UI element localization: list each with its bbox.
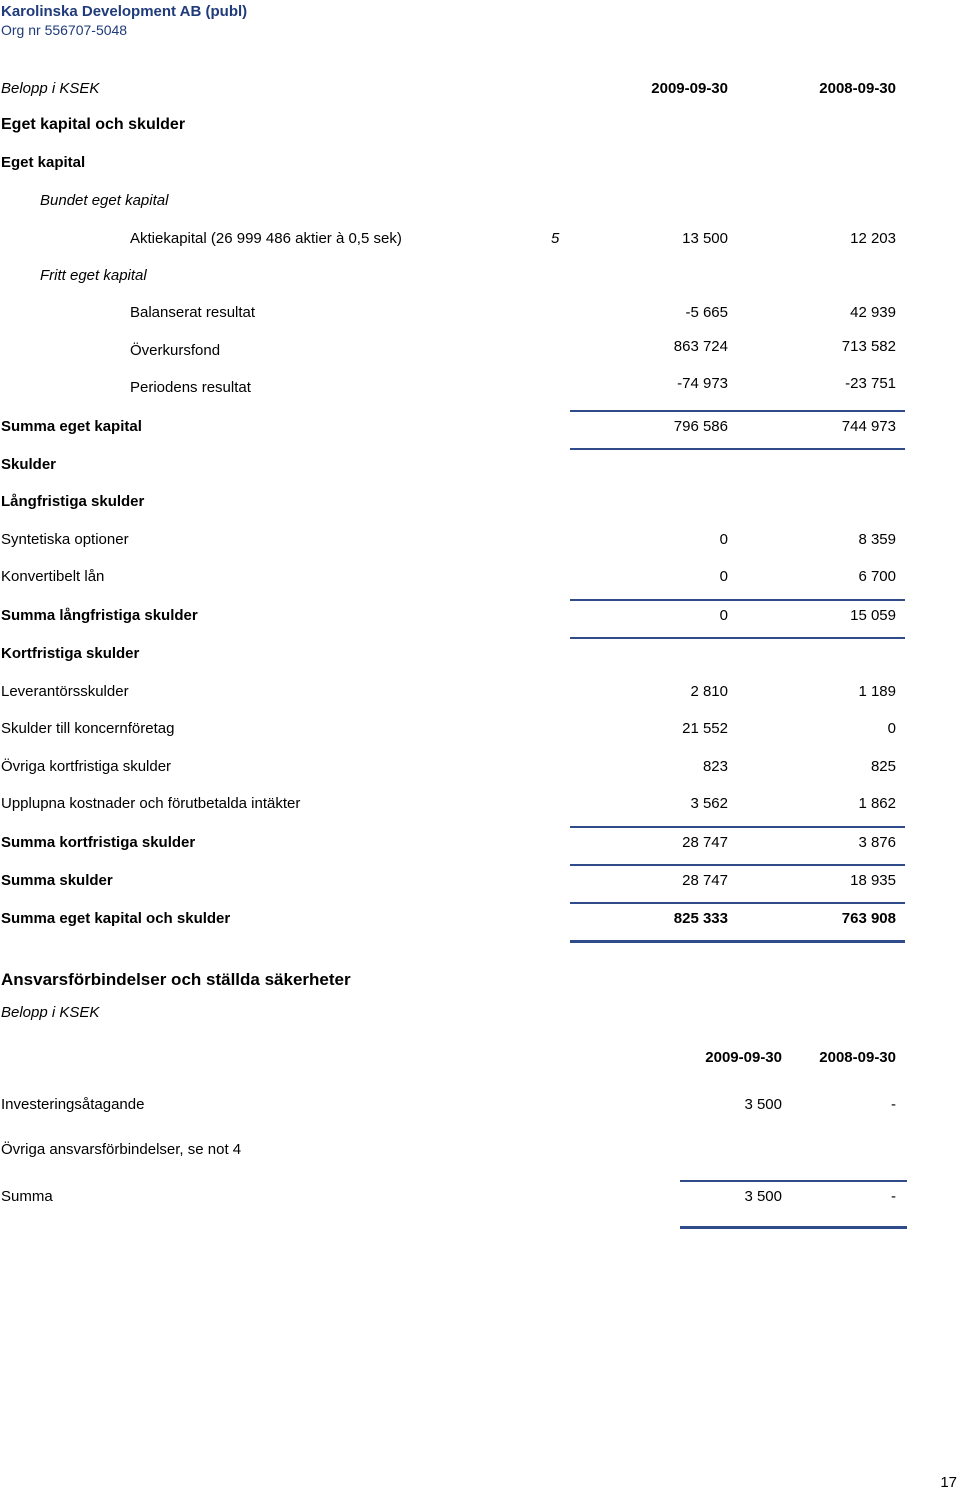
divider	[570, 864, 905, 866]
contingent-column-2009: 2009-09-30	[705, 1049, 782, 1066]
equity-title: Eget kapital	[1, 154, 86, 171]
synthetic-options-2009: 0	[719, 531, 728, 548]
divider	[570, 410, 905, 412]
premium-2009: 863 724	[673, 338, 728, 355]
liabilities-title: Skulder	[1, 456, 57, 473]
share-capital-2009: 13 500	[682, 230, 728, 247]
divider	[570, 599, 905, 601]
contingent-column-2008: 2008-09-30	[819, 1049, 896, 1066]
longterm-total-label: Summa långfristiga skulder	[1, 607, 198, 624]
suppliers-2008: 1 189	[858, 683, 896, 700]
free-equity-title: Fritt eget kapital	[40, 267, 147, 284]
convertible-label: Konvertibelt lån	[1, 568, 105, 585]
shortterm-total-2009: 28 747	[682, 834, 728, 851]
group-liabilities-2009: 21 552	[682, 720, 728, 737]
section-title: Eget kapital och skulder	[1, 116, 186, 133]
divider	[570, 637, 905, 639]
liabilities-total-2009: 28 747	[682, 872, 728, 889]
convertible-2008: 6 700	[858, 568, 896, 585]
contingent-total-label: Summa	[1, 1188, 53, 1205]
accrued-2009: 3 562	[690, 795, 728, 812]
share-capital-label: Aktiekapital (26 999 486 aktier à 0,5 sek)	[130, 230, 402, 247]
investment-2008: -	[891, 1096, 896, 1113]
longterm-total-2008: 15 059	[850, 607, 896, 624]
retained-label: Balanserat resultat	[130, 304, 256, 321]
equity-total-label: Summa eget kapital	[1, 418, 142, 435]
note-reference: 5	[551, 230, 560, 247]
equity-total-2008: 744 973	[841, 418, 896, 435]
convertible-2009: 0	[719, 568, 728, 585]
divider	[680, 1180, 907, 1182]
accrued-2008: 1 862	[858, 795, 896, 812]
retained-2009: -5 665	[685, 304, 728, 321]
grand-total-2009: 825 333	[673, 910, 728, 927]
period-result-2008: -23 751	[845, 375, 896, 392]
suppliers-label: Leverantörsskulder	[1, 683, 129, 700]
unit-label: Belopp i KSEK	[1, 80, 100, 97]
liabilities-total-label: Summa skulder	[1, 872, 113, 889]
suppliers-2009: 2 810	[690, 683, 728, 700]
other-short-2009: 823	[702, 758, 728, 775]
longterm-title: Långfristiga skulder	[1, 493, 145, 510]
contingent-total-2008: -	[891, 1188, 896, 1205]
contingent-unit-label: Belopp i KSEK	[1, 1004, 100, 1021]
divider	[570, 902, 905, 904]
investment-label: Investeringsåtagande	[1, 1096, 145, 1113]
other-contingent-label: Övriga ansvarsförbindelser, se not 4	[1, 1141, 242, 1158]
other-short-2008: 825	[870, 758, 896, 775]
period-result-2009: -74 973	[677, 375, 728, 392]
shortterm-title: Kortfristiga skulder	[1, 645, 140, 662]
other-short-label: Övriga kortfristiga skulder	[1, 758, 172, 775]
accrued-label: Upplupna kostnader och förutbetalda intäkter	[1, 795, 301, 812]
premium-label: Överkursfond	[130, 342, 221, 359]
retained-2008: 42 939	[850, 304, 896, 321]
page-number: 17	[940, 1474, 957, 1491]
column-header-2008: 2008-09-30	[819, 80, 896, 97]
group-liabilities-label: Skulder till koncernföretag	[1, 720, 175, 737]
synthetic-options-label: Syntetiska optioner	[1, 531, 129, 548]
share-capital-2008: 12 203	[850, 230, 896, 247]
grand-total-2008: 763 908	[841, 910, 896, 927]
investment-2009: 3 500	[744, 1096, 782, 1113]
equity-total-2009: 796 586	[673, 418, 728, 435]
restricted-equity-title: Bundet eget kapital	[40, 192, 169, 209]
double-underline	[680, 1226, 907, 1229]
grand-total-label: Summa eget kapital och skulder	[1, 910, 231, 927]
group-liabilities-2008: 0	[887, 720, 896, 737]
company-name: Karolinska Development AB (publ)	[1, 3, 248, 20]
org-number: Org nr 556707-5048	[1, 22, 128, 38]
longterm-total-2009: 0	[719, 607, 728, 624]
double-underline	[570, 940, 905, 943]
divider	[570, 826, 905, 828]
premium-2008: 713 582	[841, 338, 896, 355]
liabilities-total-2008: 18 935	[850, 872, 896, 889]
column-header-2009: 2009-09-30	[651, 80, 728, 97]
synthetic-options-2008: 8 359	[858, 531, 896, 548]
shortterm-total-2008: 3 876	[858, 834, 896, 851]
shortterm-total-label: Summa kortfristiga skulder	[1, 834, 196, 851]
period-result-label: Periodens resultat	[130, 379, 251, 396]
contingent-total-2009: 3 500	[744, 1188, 782, 1205]
contingent-title: Ansvarsförbindelser och ställda säkerheter	[1, 970, 351, 989]
divider	[570, 448, 905, 450]
